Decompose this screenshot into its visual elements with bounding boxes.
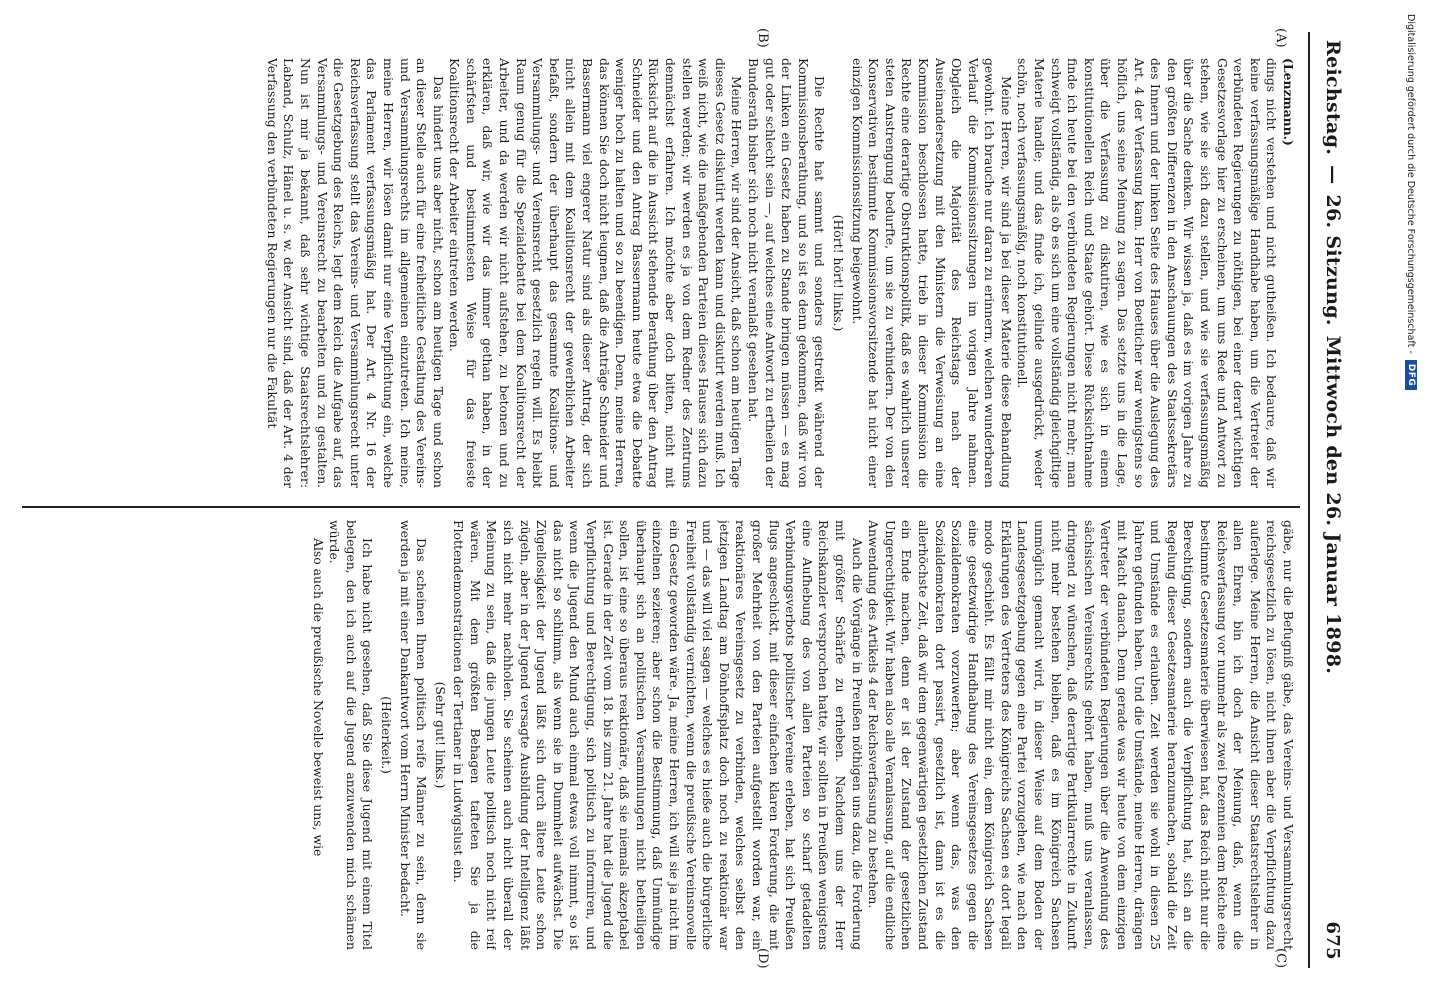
speaker-line [1279, 58, 1296, 488]
dfg-logo: DFG [1405, 360, 1417, 391]
paragraph: Meine Herren, wir sind der Ansicht, daß schon am heutigen Tage dieses Gesetz diskutirt werden kann und diskutirt werden muß. Ich weiß nicht, wie die maßgebenden Parteien dieses Hauses sich dazu stellen werden; wir werden es ja von dem Redner des Zentrums demnächst erfahren. Ich möchte aber doch bitten, nicht mit Rücksicht auf die in Aussicht stehende Berathung über den Antrag Schneider und den Antrag Bassermann heute etwa die Debatte weniger hoch zu halten und so zu beendigen. Denn, meine Herren, das können Sie doch nicht leugnen, daß die Anträge Schneider und Bassermann viel engerer Natur sind als dieser Antrag, der sich nicht allein mit dem Koalitionsrecht der gewerblichen Arbeiter befaßt, sondern der überhaupt das gesammte Koalitions- und Versammlungs- und Vereinsrecht gesetzlich regeln will. Es bleibt Raum genug für die Spezialdebatte bei dem Koalitionsrecht der Arbeiter, und da werden wir nicht aufstehen, zu betonen und zu erklären, daß wir, wie wir das immer gethan haben, in der schärfsten und bestimmtesten Weise für das freieste Koalitionsrecht der Arbeiter eintreten werden. [447, 58, 745, 488]
paragraph: dings nicht verstehen und nicht gutheißen. Ich bedaure, daß wir keine verfassungsmäßige Handhabe haben, um die Vertreter der verbündeten Regierungen zu nöthigen, bei einer derart wichtigen Gesetzesvorlage hier zu erscheinen, um uns Rede und Antwort zu stehen, wie sie sich dazu stellen, und wie sie verfassungsmäßig über die Sache denken. Wir wissen ja, daß es im vorigen Jahre zu den größten Differenzen in den Anschauungen des Staatssekretärs des Innern und der linken Seite des Hauses über die Auslegung des Art. 4 der Verfassung kam. Herr von Boetticher war wenigstens so höflich, uns seine Meinung zu sagen. Das setzte uns in die Lage, über die Verfassung zu diskutiren, wie es sich in einem konstitutionellen Reich und Staate gehört. Diese Rücksichtnahme finde ich heute bei den verbündeten Regierungen nicht mehr; man schweigt vollständig, als ob es sich um eine vollständig gleichgiltige Materie handle; und das finde ich, gelinde ausgedrückt, weder schön, noch verfassungsmäßig, noch konstitutionell. [1015, 58, 1280, 488]
page-number: 675 [1322, 921, 1343, 960]
paragraph: Ich habe nicht gesehen, daß Sie diese Jugend mit einem Titel belegen, den ich auch auf die Jugend anzuwenden mich schämen würde. [327, 520, 376, 950]
header-left [1322, 40, 1344, 674]
paragraph: Also auch die preußische Novelle beweist uns, wie [310, 538, 326, 857]
marker-c: (C) [1273, 948, 1288, 969]
right-column [22, 520, 1296, 950]
credit-text: Digitalisierung gefördert durch die Deutsche Forschungsgemeinschaft - [1405, 14, 1417, 354]
marker-d: (D) [755, 948, 770, 969]
interjection: (Hört! hört! links.) [830, 214, 846, 332]
paragraph: Das hindert uns aber nicht, schon am heutigen Tage und schon an dieser Stelle auch für eine freiheitliche Gestaltung des Vereins- und Versammlungsrechts im allgemeinen einzutreten. Ich meine, meine Herren, wir lösen damit nur eine Verpflichtung ein, welche das Parlament verfassungsmäßig hat. Der Art. 4 Nr. 16 der Reichsverfassung stellt das Vereins- und Versammlungsrecht unter die Gesetzgebung des Reichs, legt dem Reich die Aufgabe auf, das Versammlungs- und Vereinsrecht zu bearbeiten und zu gestalten. Nun ist mir ja bekannt, daß sehr wichtige Staatsrechtslehrer: Laband, Schulz, Hänel u. s. w. der Ansicht sind, daß der Art. 4 der Verfassung den verbündeten Regierungen nur die Fakultät [264, 58, 446, 488]
column-divider [22, 506, 1300, 508]
header-title: Reichstag. [1322, 40, 1344, 156]
paragraph: gäbe, nur die Befugniß gäbe, das Vereins- und Versammlungsrecht reichsgesetzlich zu lösen, nicht ihnen aber die Verpflichtung dazu auferlege. Meine Herren, die Ansicht dieser Staatsrechtslehrer in allen Ehren, bin ich doch der Meinung, daß, wenn die Reichsverfassung vor nunmehr als zwei Dezennien dem Reiche eine bestimmte Gesetzesmaterie überwiesen hat, das Reich nicht nur die Berechtigung, sondern auch die Verpflichtung hat, sich an die Regelung dieser Gesetzesmaterie heranzumachen, sobald die Zeit und Umstände es erlauben. Zeit werden sie wohl in diesen 25 Jahren gefunden haben. Und die Umstände, meine Herren, drängen mit Macht danach. Denn gerade was wir heute von dem einzigen Vertreter der verbündeten Regierungen über die Anwendung des sächsischen Vereinsrechts gehört haben, muß uns veranlassen, dringend zu wünschen, daß derartige Partikularrechte in Zukunft nicht mehr bestehen bleiben, daß es im Königreich Sachsen unmöglich gemacht wird, in dieser Weise auf dem Boden der Landesgesetzgebung gegen eine Partei vorzugehen, wie nach den Erklärungen des Vertreters des Königreichs Sachsen es dort legali modo geschieht. Es fällt mir nicht ein, dem Königreich Sachsen eine gesetzwidrige Handhabung des Vereinsgesetzes gegen die Sozialdemokraten vorzuwerfen; aber wenn das, was den Sozialdemokraten dort passirt, gesetzlich ist, dann ist es die allerhöchste Zeit, daß wir dem gegenwärtigen gesetzlichen Zustand ein Ende machen, denn er ist der Zustand der gesetzlichen Ungerechtigkeit. Wir haben also alle Veranlassung, auf die endliche Anwendung des Artikels 4 der Reichsverfassung zu bestehen. [866, 520, 1296, 950]
left-column [22, 58, 1296, 488]
credit-inner [1402, 14, 1420, 984]
paragraph: Die Rechte hat sammt und sonders gestreikt während der Kommissionsberathung, und so ist es denn gekommen, daß wir von der Linken ein Gesetz haben zu Stande bringen müssen — es mag gut oder schlecht sein —, auf welches eine Antwort zu ertheilen der Bundesrath bisher sich noch nicht veranlaßt gesehen hat. [746, 58, 828, 488]
paragraph: Auch die Vorgänge in Preußen nöthigen uns dazu, die Forderung mit größter Schärfe zu erheben. Nachdem uns der Herr Reichskanzler versprochen hatte, wir sollten in Preußen wenigstens eine Aufhebung des von allen Parteien so scharf getadelten Verbindungsverbots politischer Vereine erleben, hat sich Preußen flugs angeschickt, mit dieser einfachen klaren Forderung, die mit großer Mehrheit von den Parteien aufgestellt worden war, ein reaktionäres Vereinsgesetz zu verbinden, welches selbst den jetzigen Landtag am Dönhoffsplatz doch noch zu reaktionär war und — das will viel sagen — welches es hieße auch die bürgerliche Freiheit vollständig vernichten, wenn die preußische Vereinsnovelle ein Gesetz geworden wäre. Ja, meine Herren, ich will sie ja nicht im einzelnen sezieren; aber schon die Bestimmung, daß Unmündige überhaupt sich an politischen Versammlungen nicht betheiligen sollen, ist eine so überaus reaktionäre, daß sie niemals akzeptabel ist. Gerade in der Zeit vom 18. bis zum 21. Jahre hat die Jugend die Verpflichtung und Berechtigung, sich politisch zu informiren, und wenn die Jugend den Mund auch einmal etwas voll nimmt, so ist das nicht so schlimm, als wenn sie in Dummheit aufwächst. Die Zügellosigkeit der Jugend läßt sich durch ältere Leute schon zügeln, aber in der Jugend versagte Ausbildung der Intelligenz läßt sich nicht mehr nachholen. Sie scheinen auch nicht überall der Meinung zu sein, daß die jungen Leute politisch noch nicht reif wären. Mit dem größten Behagen tafteten Sie ja die Flottendemonstrationen der Tertianer in Ludwigslust ein. [451, 520, 865, 950]
speaker-name: (Lenzmann.) [1281, 58, 1296, 146]
header-rule [1308, 32, 1310, 968]
paragraph: Das scheinen Ihnen politisch reife Männer zu sein, denn sie werden ja mit einer Dankantwort vom Herrn Minister bedacht. [397, 520, 430, 950]
paragraph: Meine Herren, wir sind ja bei dieser Materie diese Behandlung gewohnt. Ich brauche nur daran zu erinnern, welchen wunderbaren Verlauf die Kommissionssitzungen im vorigen Jahre nahmen. Obgleich die Majorität des Reichstags nach der Auseinandersetzung mit den Ministern die Verweisung an eine Kommission beschlossen hatte, trieb in dieser Kommission die Rechte eine derartige Obstruktionspolitik, daß es wahrlich unserer steten Anstrengung bedurfte, um sie zu verhindern. Der von den Konservativen bestimmte Kommissionsvorsitzende hat nicht einer einzigen Kommissionssitzung beigewohnt. [849, 58, 1014, 488]
interjection: (Sehr gut! links.) [432, 681, 448, 789]
page-header [1310, 40, 1344, 960]
marker-b: (B) [755, 28, 770, 48]
header-date: Mittwoch den 26. Januar 1898. [1322, 335, 1344, 675]
header-dash: — [1322, 165, 1344, 185]
header-session: 26. Sitzung. [1322, 194, 1344, 326]
digitization-credit [1402, 14, 1420, 984]
marker-a: (A) [1273, 28, 1288, 48]
interjection: (Heiterkeit.) [378, 696, 394, 774]
